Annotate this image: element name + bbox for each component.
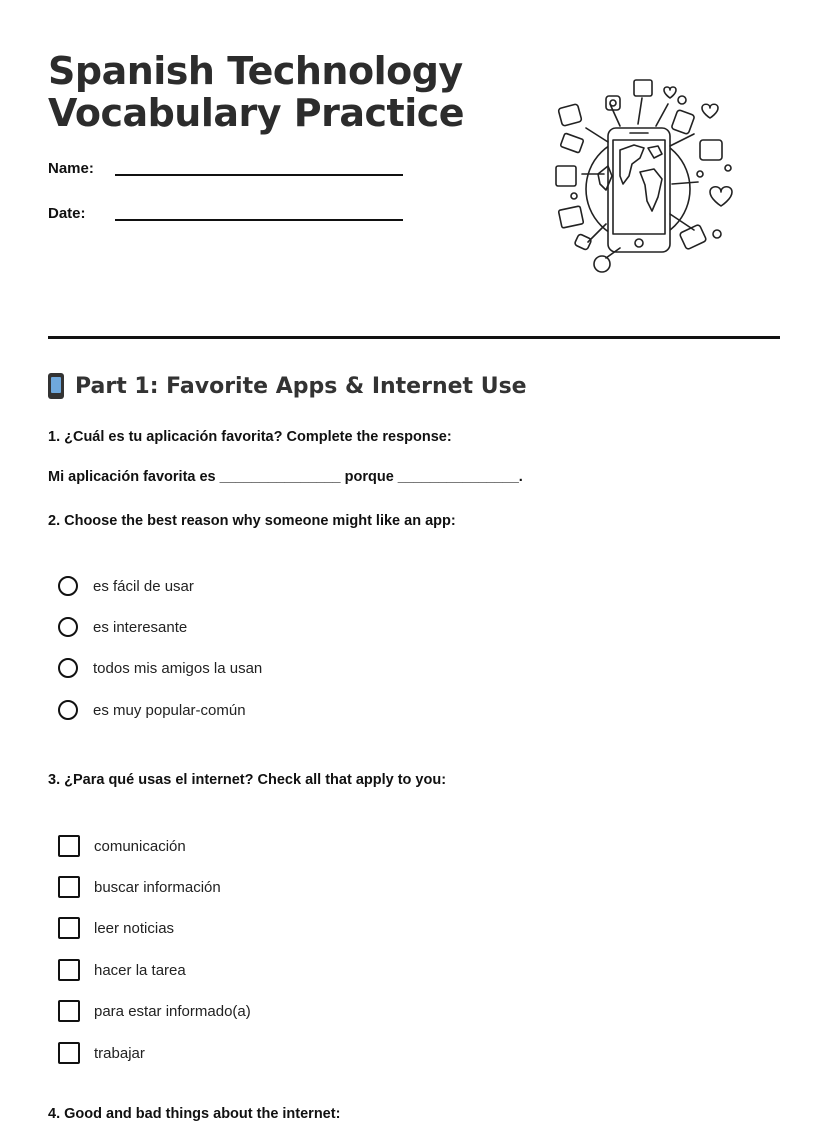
checkbox[interactable]	[58, 917, 80, 939]
option-label: comunicación	[94, 837, 186, 855]
checkbox[interactable]	[58, 1042, 80, 1064]
worksheet-title	[48, 50, 464, 134]
smartphone-globe-illustration	[550, 74, 740, 279]
name-blank-line[interactable]	[115, 174, 403, 176]
option-label: hacer la tarea	[94, 961, 186, 979]
option-label: buscar información	[94, 878, 221, 896]
question-1-sentence[interactable]: Mi aplicación favorita es _______________ porque _______________.	[48, 469, 523, 485]
radio-option-4[interactable]	[58, 700, 246, 720]
question-4-prompt-partial: 4. Good and bad things about the internet:	[48, 1106, 341, 1122]
section-divider	[48, 336, 780, 339]
question-3-prompt: 3. ¿Para qué usas el internet? Check all that apply to you:	[48, 772, 447, 788]
date-field[interactable]	[48, 205, 86, 222]
name-label: Name:	[48, 160, 94, 177]
checkbox-option-5[interactable]	[58, 1000, 251, 1022]
date-blank-line[interactable]	[115, 219, 403, 221]
option-label: es muy popular-común	[93, 701, 246, 719]
radio-button[interactable]	[58, 700, 78, 720]
radio-option-2[interactable]	[58, 617, 187, 637]
option-label: leer noticias	[94, 919, 175, 937]
name-field[interactable]	[48, 160, 94, 177]
checkbox-option-3[interactable]	[58, 917, 174, 939]
title-line-2: Vocabulary Practice	[48, 91, 465, 135]
question-1-prompt: 1. ¿Cuál es tu aplicación favorita? Complete the response:	[48, 429, 452, 445]
radio-option-3[interactable]	[58, 658, 262, 678]
radio-button[interactable]	[58, 576, 78, 596]
part-1-heading	[48, 373, 527, 399]
date-label: Date:	[48, 205, 86, 222]
mobile-phone-icon	[48, 373, 64, 399]
checkbox[interactable]	[58, 876, 80, 898]
checkbox-option-2[interactable]	[58, 876, 221, 898]
question-2-prompt: 2. Choose the best reason why someone might like an app:	[48, 513, 456, 529]
option-label: todos mis amigos la usan	[93, 659, 263, 677]
option-label: es fácil de usar	[93, 577, 194, 595]
checkbox[interactable]	[58, 1000, 80, 1022]
checkbox[interactable]	[58, 835, 80, 857]
checkbox-option-6[interactable]	[58, 1042, 145, 1064]
radio-option-1[interactable]	[58, 576, 194, 596]
checkbox[interactable]	[58, 959, 80, 981]
radio-button[interactable]	[58, 617, 78, 637]
option-label: trabajar	[94, 1044, 145, 1062]
checkbox-option-4[interactable]	[58, 959, 186, 981]
option-label: para estar informado(a)	[94, 1002, 251, 1020]
checkbox-option-1[interactable]	[58, 835, 186, 857]
part-1-title: Part 1: Favorite Apps & Internet Use	[75, 373, 527, 399]
option-label: es interesante	[93, 618, 188, 636]
radio-button[interactable]	[58, 658, 78, 678]
title-line-1: Spanish Technology	[48, 49, 463, 93]
